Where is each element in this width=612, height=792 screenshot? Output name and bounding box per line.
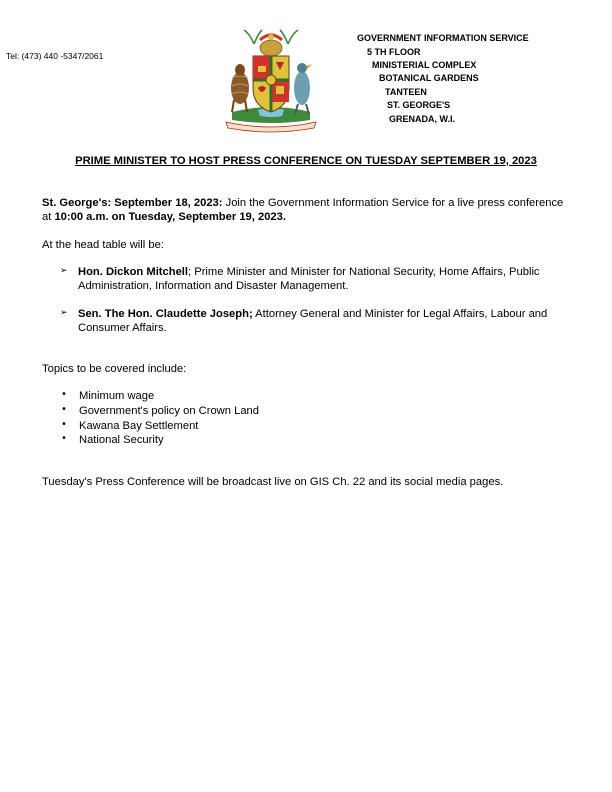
dateline: St. George's: September 18, 2023: <box>42 197 223 209</box>
topic-item: Government's policy on Crown Land <box>79 405 259 417</box>
head-table-member <box>78 307 568 335</box>
address-line-country: GRENADA, W.I. <box>389 114 456 124</box>
grenada-coat-of-arms-icon <box>218 26 324 134</box>
topics-intro: Topics to be covered include: <box>42 363 187 375</box>
member-role: Attorney General and Minister for Legal Affairs, Labour and Consumer Affairs. <box>78 308 548 335</box>
release-headline: PRIME MINISTER TO HOST PRESS CONFERENCE ON TUESDAY SEPTEMBER 19, 2023 <box>75 155 537 167</box>
intro-paragraph <box>42 196 572 224</box>
address-line-floor: 5 TH FLOOR <box>367 47 421 57</box>
head-table-member <box>78 265 568 293</box>
closing-paragraph: Tuesday's Press Conference will be broadcast live on GIS Ch. 22 and its social media pages. <box>42 476 504 488</box>
bullet-icon: • <box>61 433 67 444</box>
member-role: ; Prime Minister and Minister for National Security, Home Affairs, Public Administration, Information and Disaster Management. <box>78 266 540 293</box>
address-line-building: MINISTERIAL COMPLEX <box>372 60 477 70</box>
member-name: Hon. Dickon Mitchell <box>78 266 189 278</box>
topic-item: Minimum wage <box>79 390 155 402</box>
address-line-district: TANTEEN <box>385 87 427 97</box>
topic-item: Kawana Bay Settlement <box>79 420 199 432</box>
head-table-intro: At the head table will be: <box>42 239 164 251</box>
arrow-bullet-icon: ➢ <box>60 308 68 318</box>
arrow-bullet-icon: ➢ <box>60 266 68 276</box>
bullet-icon: • <box>61 419 67 430</box>
intro-text: Join the Government Information Service for a live press conference at <box>42 197 564 224</box>
address-line-agency: GOVERNMENT INFORMATION SERVICE <box>357 33 529 43</box>
conference-time: 10:00 a.m. on Tuesday, September 19, 2023. <box>54 211 286 224</box>
telephone-number: Tel: (473) 440 -5347/2061 <box>6 51 104 61</box>
topic-item: National Security <box>79 434 164 446</box>
address-line-gardens: BOTANICAL GARDENS <box>379 73 479 83</box>
address-line-city: ST. GEORGE'S <box>387 100 451 110</box>
bullet-icon: • <box>61 389 67 400</box>
member-name: Sen. The Hon. Claudette Joseph; <box>78 308 253 320</box>
bullet-icon: • <box>61 404 67 415</box>
